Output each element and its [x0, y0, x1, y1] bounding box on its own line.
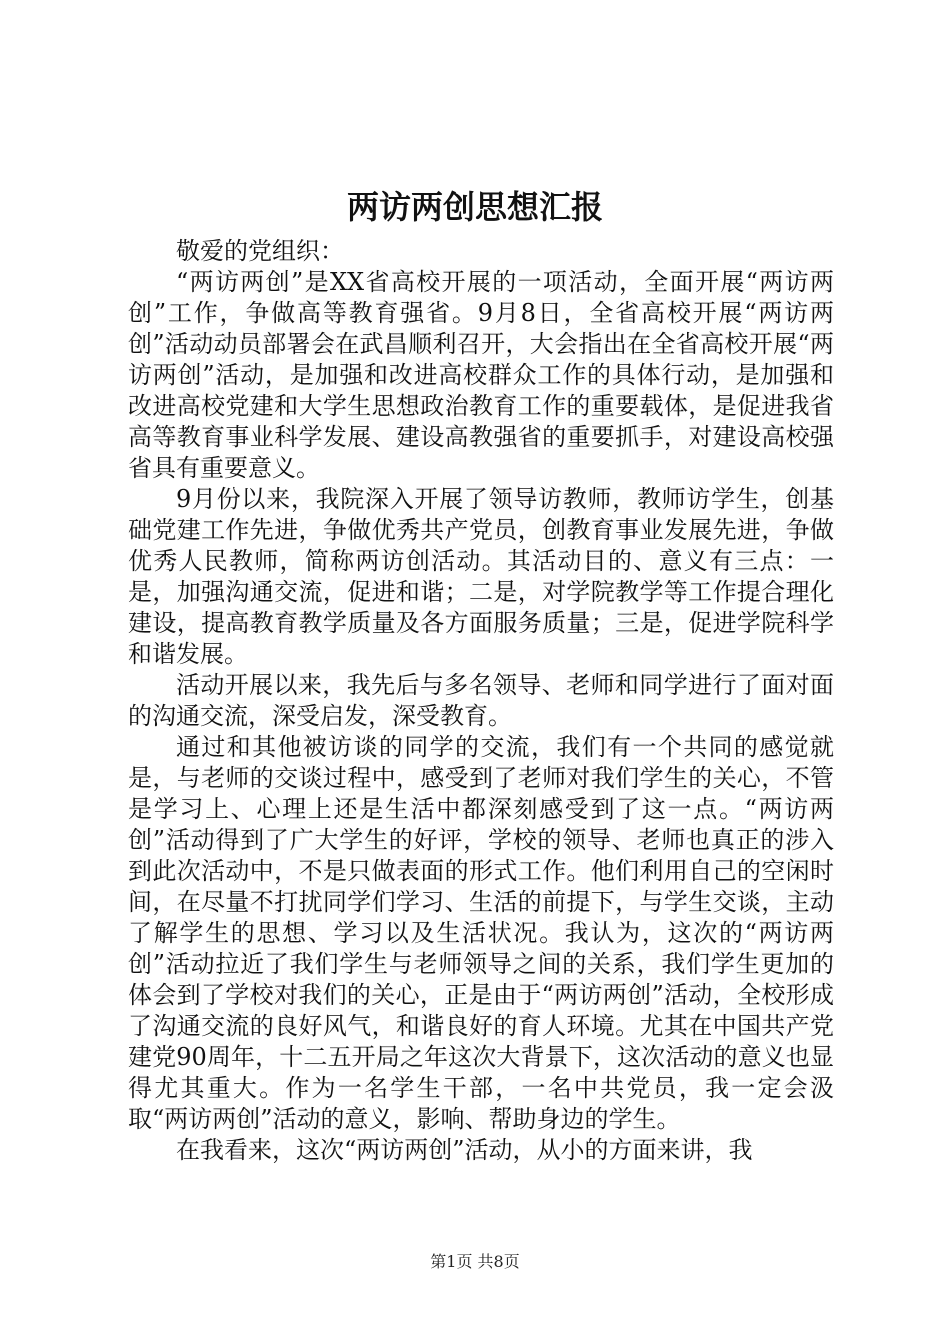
paragraph: 9月份以来，我院深入开展了领导访教师，教师访学生，创基础党建工作先进，争做优秀共产党员，创教育事业发展先进，争做优秀人民教师，简称两访创活动。其活动目的、意义有三点：一是，加强沟通交流，促进和谐；二是，对学院教学等工作提合理化建设，提高教育教学质量及各方面服务质量；三是，促进学院科学和谐发展。 — [128, 485, 834, 668]
document-body — [128, 236, 834, 1166]
page-footer: 第1页 共8页 — [430, 1252, 520, 1271]
paragraph: “两访两创”是XX省高校开展的一项活动，全面开展“两访两创”工作，争做高等教育强省。9月8日，全省高校开展“两访两创”活动动员部署会在武昌顺利召开，大会指出在全省高校开展“两访两创”活动，是加强和改进高校群众工作的具体行动，是加强和改进高校党建和大学生思想政治教育工作的重要载体，是促进我省高等教育事业科学发展、建设高教强省的重要抓手，对建设高校强省具有重要意义。 — [128, 268, 834, 482]
paragraph: 活动开展以来，我先后与多名领导、老师和同学进行了面对面的沟通交流，深受启发，深受教育。 — [128, 671, 834, 730]
salutation: 敬爱的党组织： — [176, 237, 344, 265]
paragraph: 通过和其他被访谈的同学的交流，我们有一个共同的感觉就是，与老师的交谈过程中，感受到了老师对我们学生的关心，不管是学习上、心理上还是生活中都深刻感受到了这一点。“两访两创”活动得到了广大学生的好评，学校的领导、老师也真正的涉入到此次活动中，不是只做表面的形式工作。他们利用自己的空闲时间，在尽量不打扰同学们学习、生活的前提下，与学生交谈，主动了解学生的思想、学习以及生活状况。我认为，这次的“两访两创”活动拉近了我们学生与老师领导之间的关系，我们学生更加的体会到了学校对我们的关心，正是由于“两访两创”活动，全校形成了沟通交流的良好风气，和谐良好的育人环境。尤其在中国共产党建党90周年，十二五开局之年这次大背景下，这次活动的意义也显得尤其重大。作为一名学生干部，一名中共党员，我一定会汲取“两访两创”活动的意义，影响、帮助身边的学生。 — [128, 733, 834, 1133]
paragraph: 在我看来，这次“两访两创”活动，从小的方面来讲，我 — [176, 1136, 753, 1164]
document-title: 两访两创思想汇报 — [346, 188, 603, 226]
